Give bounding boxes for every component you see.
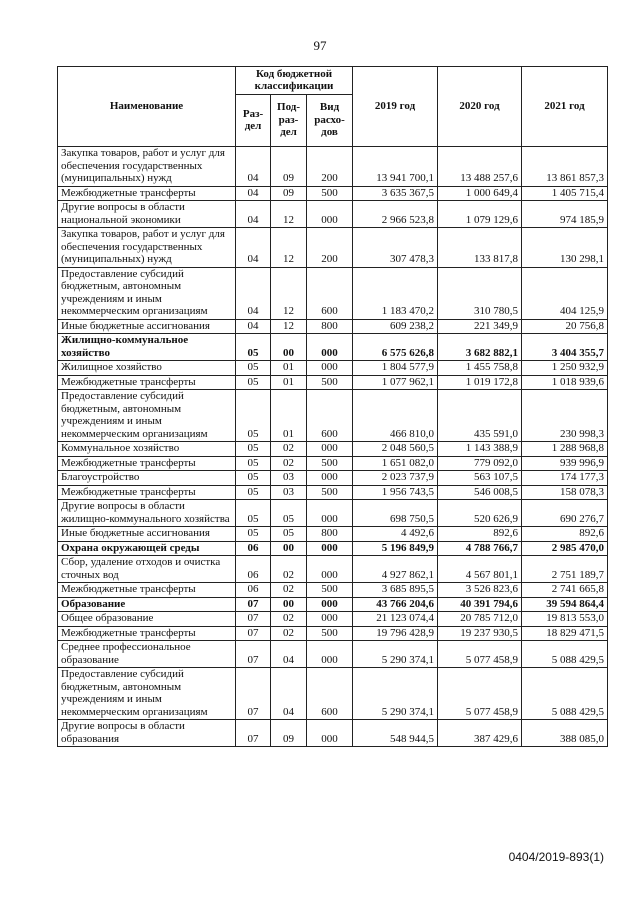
- row-value-2021: 1 018 939,6: [522, 375, 608, 390]
- row-value-2019: 466 810,0: [353, 390, 438, 442]
- row-value-2020: 5 077 458,9: [438, 641, 522, 668]
- table-row: [58, 319, 608, 334]
- row-value-2019: 1 077 962,1: [353, 375, 438, 390]
- row-value-2021: 2 985 470,0: [522, 541, 608, 556]
- row-expense-type: 000: [307, 597, 353, 612]
- row-name: Межбюджетные трансферты: [58, 375, 236, 390]
- row-value-2020: 19 237 930,5: [438, 626, 522, 641]
- row-subsection: 00: [271, 334, 307, 361]
- row-subsection: 02: [271, 442, 307, 457]
- row-value-2019: 1 651 082,0: [353, 456, 438, 471]
- row-section: 07: [236, 641, 271, 668]
- row-expense-type: 600: [307, 390, 353, 442]
- row-value-2020: 3 526 823,6: [438, 583, 522, 598]
- table-row: [58, 583, 608, 598]
- row-value-2021: 13 861 857,3: [522, 147, 608, 187]
- row-value-2020: 1 143 388,9: [438, 442, 522, 457]
- row-value-2020: 1 019 172,8: [438, 375, 522, 390]
- row-subsection: 05: [271, 500, 307, 527]
- row-name: Иные бюджетные ассигнования: [58, 319, 236, 334]
- row-value-2019: 2 966 523,8: [353, 201, 438, 228]
- header-year-2021: 2021 год: [522, 67, 608, 147]
- row-value-2019: 6 575 626,8: [353, 334, 438, 361]
- row-expense-type: 000: [307, 442, 353, 457]
- row-expense-type: 000: [307, 641, 353, 668]
- row-section: 07: [236, 612, 271, 627]
- row-section: 06: [236, 541, 271, 556]
- row-value-2020: 13 488 257,6: [438, 147, 522, 187]
- header-expense-type: Вид расхо-дов: [307, 95, 353, 147]
- row-section: 05: [236, 527, 271, 542]
- row-value-2021: 2 751 189,7: [522, 556, 608, 583]
- row-value-2020: 40 391 794,6: [438, 597, 522, 612]
- row-section: 04: [236, 186, 271, 201]
- row-value-2021: 1 288 968,8: [522, 442, 608, 457]
- budget-table: [57, 66, 608, 747]
- row-value-2019: 43 766 204,6: [353, 597, 438, 612]
- row-section: 05: [236, 500, 271, 527]
- header-section: Раз-дел: [236, 95, 271, 147]
- row-value-2020: 1 000 649,4: [438, 186, 522, 201]
- table-row: [58, 228, 608, 268]
- row-expense-type: 500: [307, 626, 353, 641]
- row-name: Межбюджетные трансферты: [58, 186, 236, 201]
- row-value-2020: 387 429,6: [438, 720, 522, 747]
- row-expense-type: 200: [307, 228, 353, 268]
- row-expense-type: 000: [307, 201, 353, 228]
- row-value-2020: 892,6: [438, 527, 522, 542]
- row-value-2021: 404 125,9: [522, 267, 608, 319]
- table-row: [58, 375, 608, 390]
- row-section: 04: [236, 228, 271, 268]
- row-subsection: 03: [271, 471, 307, 486]
- row-value-2020: 435 591,0: [438, 390, 522, 442]
- row-name: Образование: [58, 597, 236, 612]
- row-name: Жилищно-коммунальное хозяйство: [58, 334, 236, 361]
- document-code: 0404/2019-893(1): [508, 850, 604, 864]
- row-value-2021: 20 756,8: [522, 319, 608, 334]
- row-subsection: 09: [271, 186, 307, 201]
- row-value-2019: 609 238,2: [353, 319, 438, 334]
- header-year-2020: 2020 год: [438, 67, 522, 147]
- row-value-2019: 4 492,6: [353, 527, 438, 542]
- table-row: [58, 456, 608, 471]
- row-subsection: 02: [271, 583, 307, 598]
- row-value-2021: 19 813 553,0: [522, 612, 608, 627]
- row-expense-type: 200: [307, 147, 353, 187]
- table-row: [58, 390, 608, 442]
- row-value-2019: 1 804 577,9: [353, 361, 438, 376]
- row-name: Закупка товаров, работ и услуг для обеспечения государственных (муниципальных) нужд: [58, 228, 236, 268]
- table-row: [58, 556, 608, 583]
- row-expense-type: 500: [307, 583, 353, 598]
- row-name: Другие вопросы в области образования: [58, 720, 236, 747]
- row-name: Закупка товаров, работ и услуг для обеспечения государственных (муниципальных) нужд: [58, 147, 236, 187]
- row-value-2019: 548 944,5: [353, 720, 438, 747]
- row-value-2021: 974 185,9: [522, 201, 608, 228]
- row-expense-type: 000: [307, 556, 353, 583]
- row-section: 05: [236, 442, 271, 457]
- row-expense-type: 500: [307, 375, 353, 390]
- page-number: 97: [313, 38, 327, 53]
- row-value-2019: 3 685 895,5: [353, 583, 438, 598]
- row-section: 06: [236, 556, 271, 583]
- row-value-2020: 1 079 129,6: [438, 201, 522, 228]
- table-row: [58, 527, 608, 542]
- row-expense-type: 600: [307, 267, 353, 319]
- row-value-2019: 2 048 560,5: [353, 442, 438, 457]
- row-value-2021: 158 078,3: [522, 485, 608, 500]
- row-value-2019: 3 635 367,5: [353, 186, 438, 201]
- table-header: [58, 67, 608, 147]
- row-value-2020: 133 817,8: [438, 228, 522, 268]
- row-expense-type: 500: [307, 456, 353, 471]
- row-name: Общее образование: [58, 612, 236, 627]
- row-value-2019: 307 478,3: [353, 228, 438, 268]
- row-expense-type: 800: [307, 319, 353, 334]
- row-expense-type: 000: [307, 471, 353, 486]
- row-subsection: 00: [271, 541, 307, 556]
- row-section: 06: [236, 583, 271, 598]
- row-section: 04: [236, 267, 271, 319]
- row-subsection: 02: [271, 556, 307, 583]
- table-row: [58, 541, 608, 556]
- row-value-2019: 21 123 074,4: [353, 612, 438, 627]
- header-name: Наименование: [58, 67, 236, 147]
- row-name: Иные бюджетные ассигнования: [58, 527, 236, 542]
- row-value-2021: 1 250 932,9: [522, 361, 608, 376]
- table-row: [58, 471, 608, 486]
- row-value-2020: 5 077 458,9: [438, 668, 522, 720]
- row-name: Предоставление субсидий бюджетным, автономным учреждениям и иным некоммерческим организациям: [58, 390, 236, 442]
- table-row: [58, 626, 608, 641]
- row-value-2019: 5 290 374,1: [353, 641, 438, 668]
- table-row: [58, 361, 608, 376]
- row-section: 05: [236, 375, 271, 390]
- table-row: [58, 720, 608, 747]
- row-name: Межбюджетные трансферты: [58, 485, 236, 500]
- row-expense-type: 000: [307, 720, 353, 747]
- row-expense-type: 000: [307, 334, 353, 361]
- row-value-2021: 1 405 715,4: [522, 186, 608, 201]
- row-section: 05: [236, 361, 271, 376]
- row-value-2020: 546 008,5: [438, 485, 522, 500]
- row-value-2020: 221 349,9: [438, 319, 522, 334]
- row-value-2020: 4 567 801,1: [438, 556, 522, 583]
- row-name: Другие вопросы в области национальной экономики: [58, 201, 236, 228]
- row-section: 05: [236, 485, 271, 500]
- row-expense-type: 000: [307, 361, 353, 376]
- row-value-2021: 388 085,0: [522, 720, 608, 747]
- table-row: [58, 485, 608, 500]
- row-expense-type: 000: [307, 541, 353, 556]
- row-expense-type: 800: [307, 527, 353, 542]
- row-value-2019: 1 183 470,2: [353, 267, 438, 319]
- row-section: 05: [236, 471, 271, 486]
- row-subsection: 02: [271, 626, 307, 641]
- row-subsection: 09: [271, 720, 307, 747]
- row-value-2021: 230 998,3: [522, 390, 608, 442]
- row-value-2020: 563 107,5: [438, 471, 522, 486]
- row-value-2019: 5 196 849,9: [353, 541, 438, 556]
- row-value-2021: 18 829 471,5: [522, 626, 608, 641]
- table-row: [58, 641, 608, 668]
- row-value-2021: 5 088 429,5: [522, 641, 608, 668]
- row-value-2020: 4 788 766,7: [438, 541, 522, 556]
- row-value-2021: 130 298,1: [522, 228, 608, 268]
- table-row: [58, 147, 608, 187]
- row-value-2020: 520 626,9: [438, 500, 522, 527]
- table-row: [58, 597, 608, 612]
- row-subsection: 09: [271, 147, 307, 187]
- row-subsection: 02: [271, 612, 307, 627]
- row-value-2021: 174 177,3: [522, 471, 608, 486]
- row-value-2020: 779 092,0: [438, 456, 522, 471]
- row-value-2020: 310 780,5: [438, 267, 522, 319]
- row-value-2019: 4 927 862,1: [353, 556, 438, 583]
- row-value-2019: 2 023 737,9: [353, 471, 438, 486]
- row-name: Сбор, удаление отходов и очистка сточных вод: [58, 556, 236, 583]
- table-row: [58, 442, 608, 457]
- row-name: Предоставление субсидий бюджетным, автономным учреждениям и иным некоммерческим организациям: [58, 668, 236, 720]
- row-name: Межбюджетные трансферты: [58, 626, 236, 641]
- row-section: 04: [236, 319, 271, 334]
- row-name: Другие вопросы в области жилищно-коммунального хозяйства: [58, 500, 236, 527]
- header-code-group: Код бюджетной классификации: [236, 67, 353, 95]
- row-subsection: 04: [271, 668, 307, 720]
- row-value-2021: 939 996,9: [522, 456, 608, 471]
- row-value-2020: 20 785 712,0: [438, 612, 522, 627]
- row-subsection: 00: [271, 597, 307, 612]
- table-body: [58, 147, 608, 747]
- row-value-2021: 39 594 864,4: [522, 597, 608, 612]
- table-row: [58, 668, 608, 720]
- row-subsection: 01: [271, 390, 307, 442]
- row-subsection: 01: [271, 361, 307, 376]
- row-subsection: 04: [271, 641, 307, 668]
- header-year-2019: 2019 год: [353, 67, 438, 147]
- row-value-2021: 2 741 665,8: [522, 583, 608, 598]
- row-section: 05: [236, 334, 271, 361]
- row-expense-type: 500: [307, 186, 353, 201]
- row-section: 04: [236, 147, 271, 187]
- row-value-2019: 5 290 374,1: [353, 668, 438, 720]
- table-row: [58, 612, 608, 627]
- row-section: 05: [236, 390, 271, 442]
- row-value-2019: 13 941 700,1: [353, 147, 438, 187]
- row-subsection: 03: [271, 485, 307, 500]
- row-subsection: 12: [271, 201, 307, 228]
- row-value-2020: 3 682 882,1: [438, 334, 522, 361]
- row-name: Межбюджетные трансферты: [58, 583, 236, 598]
- row-value-2021: 3 404 355,7: [522, 334, 608, 361]
- row-expense-type: 600: [307, 668, 353, 720]
- row-subsection: 01: [271, 375, 307, 390]
- table-row: [58, 267, 608, 319]
- row-name: Жилищное хозяйство: [58, 361, 236, 376]
- row-section: 04: [236, 201, 271, 228]
- row-value-2021: 690 276,7: [522, 500, 608, 527]
- row-name: Межбюджетные трансферты: [58, 456, 236, 471]
- row-name: Коммунальное хозяйство: [58, 442, 236, 457]
- row-value-2019: 19 796 428,9: [353, 626, 438, 641]
- row-subsection: 12: [271, 267, 307, 319]
- row-subsection: 12: [271, 319, 307, 334]
- row-section: 05: [236, 456, 271, 471]
- row-name: Среднее профессиональное образование: [58, 641, 236, 668]
- row-expense-type: 500: [307, 485, 353, 500]
- row-name: Охрана окружающей среды: [58, 541, 236, 556]
- header-subsection: Под-раз-дел: [271, 95, 307, 147]
- row-expense-type: 000: [307, 500, 353, 527]
- table-row: [58, 186, 608, 201]
- row-value-2019: 1 956 743,5: [353, 485, 438, 500]
- row-name: Благоустройство: [58, 471, 236, 486]
- table-row: [58, 500, 608, 527]
- row-subsection: 02: [271, 456, 307, 471]
- row-subsection: 05: [271, 527, 307, 542]
- row-value-2021: 892,6: [522, 527, 608, 542]
- row-value-2019: 698 750,5: [353, 500, 438, 527]
- row-value-2021: 5 088 429,5: [522, 668, 608, 720]
- row-name: Предоставление субсидий бюджетным, автономным учреждениям и иным некоммерческим организациям: [58, 267, 236, 319]
- row-subsection: 12: [271, 228, 307, 268]
- row-expense-type: 000: [307, 612, 353, 627]
- row-section: 07: [236, 668, 271, 720]
- row-section: 07: [236, 597, 271, 612]
- table-row: [58, 201, 608, 228]
- table-row: [58, 334, 608, 361]
- row-value-2020: 1 455 758,8: [438, 361, 522, 376]
- row-section: 07: [236, 626, 271, 641]
- row-section: 07: [236, 720, 271, 747]
